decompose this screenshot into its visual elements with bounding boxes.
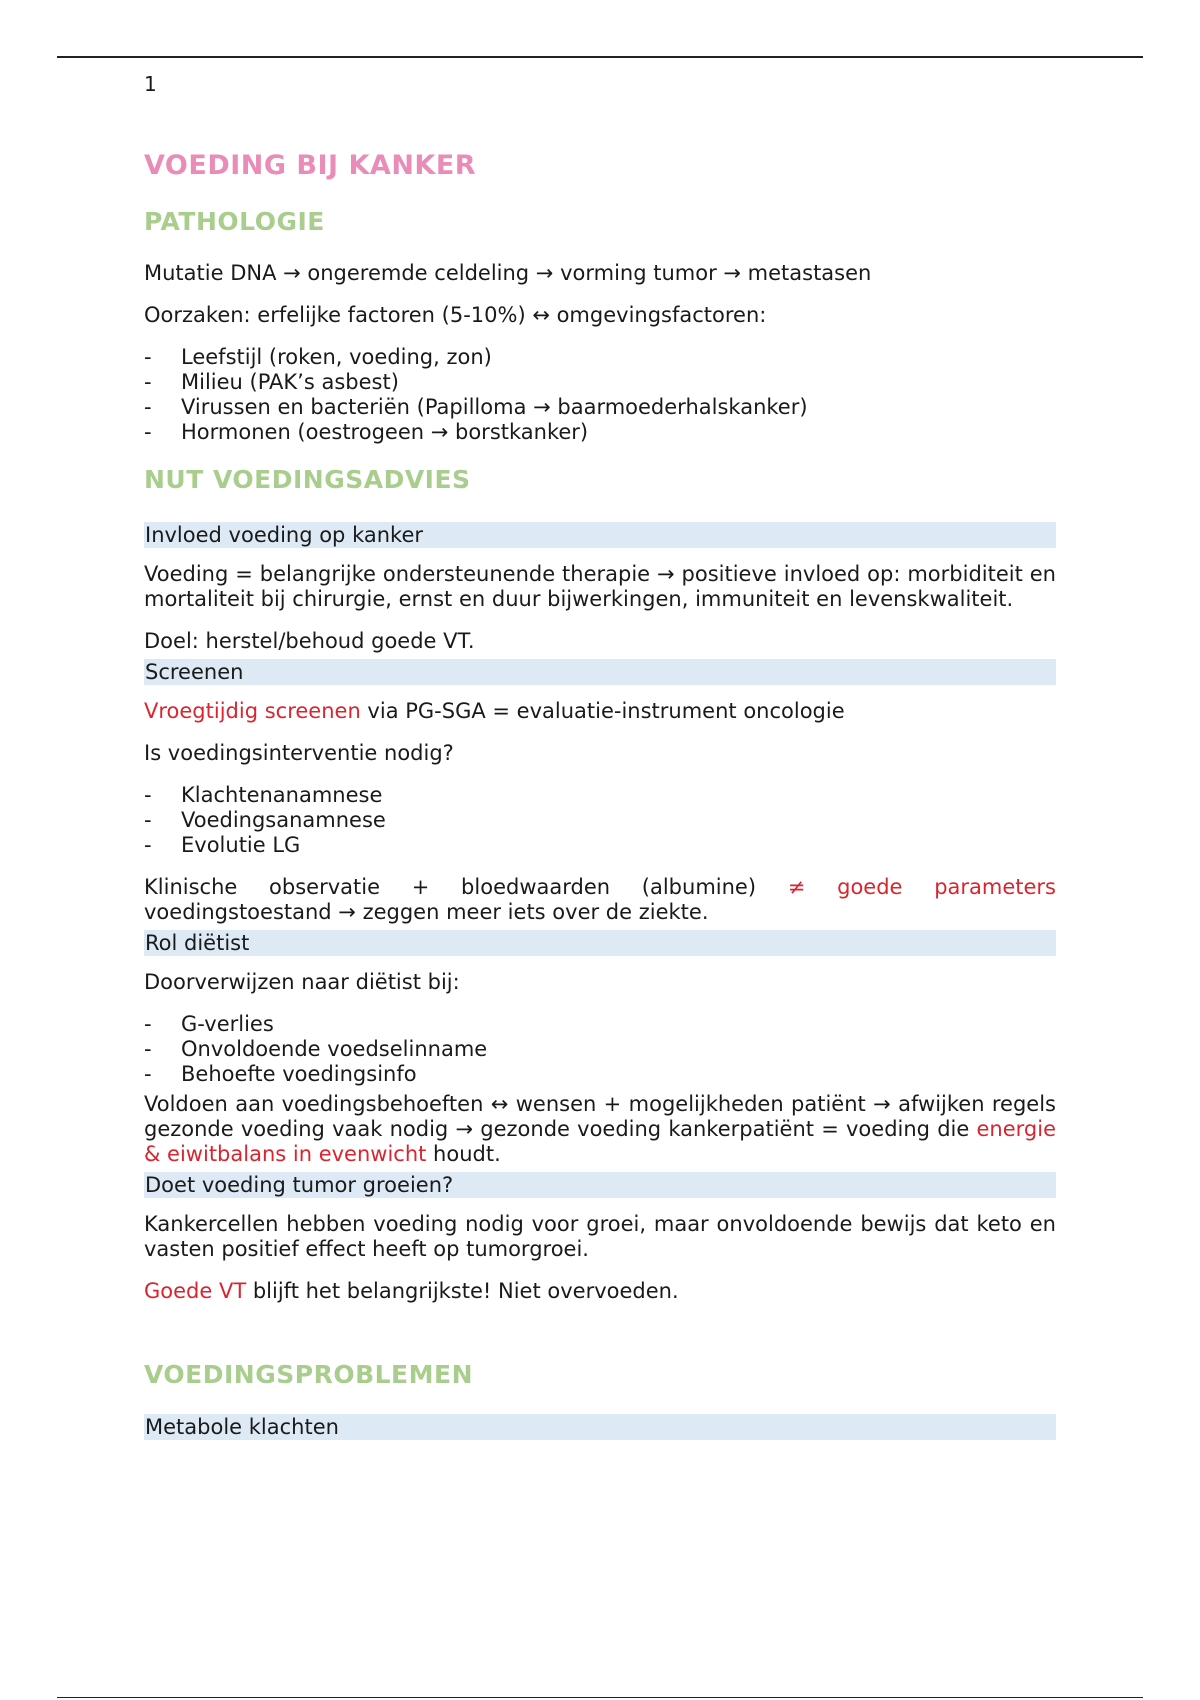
subheading-tumor-groeien: Doet voeding tumor groeien? — [144, 1172, 1056, 1198]
list-item: - Klachtenanamnese — [144, 783, 1056, 808]
list-item: - Virussen en bacteriën (Papilloma → baarmoederhalskanker) — [144, 395, 1056, 420]
highlight-red: energie & eiwitbalans in evenwicht — [144, 1117, 1056, 1167]
rol-list — [144, 1012, 1056, 1087]
header-rule — [57, 56, 1143, 58]
list-item: - Milieu (PAK’s asbest) — [144, 370, 1056, 395]
list-item: - Leefstijl (roken, voeding, zon) — [144, 345, 1056, 370]
heading-voedingsproblemen: VOEDINGSPROBLEMEN — [144, 1360, 474, 1390]
list-item: - Behoefte voedingsinfo — [144, 1062, 1056, 1087]
footer-rule — [57, 1697, 1143, 1698]
subheading-rol-dietist: Rol diëtist — [144, 930, 1056, 956]
list-item: - Hormonen (oestrogeen → borstkanker) — [144, 420, 1056, 445]
text-span: Klinische observatie + bloedwaarden (albumine) — [144, 875, 788, 900]
screenen-list — [144, 783, 1056, 858]
text-span: houdt. — [426, 1142, 501, 1167]
text-span: blijft het belangrijkste! Niet overvoeden. — [246, 1279, 679, 1304]
heading-nut-voedingsadvies: NUT VOEDINGSADVIES — [144, 465, 471, 495]
rol-paragraph-2 — [144, 1092, 1056, 1167]
invloed-paragraph-1: Voeding = belangrijke ondersteunende therapie → positieve invloed op: morbiditeit en mortaliteit bij chirurgie, ernst en duur bijwerkingen, immuniteit en levenskwaliteit. — [144, 562, 1056, 612]
text-span: via PG-SGA = evaluatie-instrument oncologie — [360, 699, 845, 724]
highlight-red: Vroegtijdig screenen — [144, 699, 361, 724]
highlight-red: ≠ goede parameters — [787, 875, 1056, 900]
pathologie-paragraph-2: Oorzaken: erfelijke factoren (5-10%) ↔ omgevingsfactoren: — [144, 303, 767, 328]
list-item: - Onvoldoende voedselinname — [144, 1037, 1056, 1062]
invloed-paragraph-2: Doel: herstel/behoud goede VT. — [144, 629, 475, 654]
heading-pathologie: PATHOLOGIE — [144, 207, 325, 237]
text-span: Voldoen aan voedingsbehoeften ↔ wensen + mogelijkheden patiënt → afwijken regels gezonde voeding vaak nodig → gezonde voeding kankerpatiënt = voeding die — [144, 1092, 1056, 1142]
document-body — [144, 150, 1056, 1454]
pathologie-paragraph-1: Mutatie DNA → ongeremde celdeling → vorming tumor → metastasen — [144, 261, 872, 286]
pathologie-list — [144, 345, 1056, 445]
rol-paragraph-1: Doorverwijzen naar diëtist bij: — [144, 970, 460, 995]
tumor-paragraph-2 — [144, 1279, 1056, 1304]
screenen-paragraph-1 — [144, 699, 1056, 724]
document-title: VOEDING BIJ KANKER — [144, 150, 477, 181]
subheading-invloed: Invloed voeding op kanker — [144, 522, 1056, 548]
subheading-screenen: Screenen — [144, 659, 1056, 685]
tumor-paragraph-1: Kankercellen hebben voeding nodig voor groei, maar onvoldoende bewijs dat keto en vasten positief effect heeft op tumorgroei. — [144, 1212, 1056, 1262]
screenen-paragraph-3 — [144, 875, 1056, 925]
highlight-red: Goede VT — [144, 1279, 247, 1304]
text-span: voedingstoestand → zeggen meer iets over de ziekte. — [144, 900, 709, 925]
page-number: 1 — [144, 72, 157, 96]
screenen-paragraph-2: Is voedingsinterventie nodig? — [144, 741, 454, 766]
list-item: - G-verlies — [144, 1012, 1056, 1037]
subheading-metabole-klachten: Metabole klachten — [144, 1414, 1056, 1440]
list-item: - Voedingsanamnese — [144, 808, 1056, 833]
list-item: - Evolutie LG — [144, 833, 1056, 858]
